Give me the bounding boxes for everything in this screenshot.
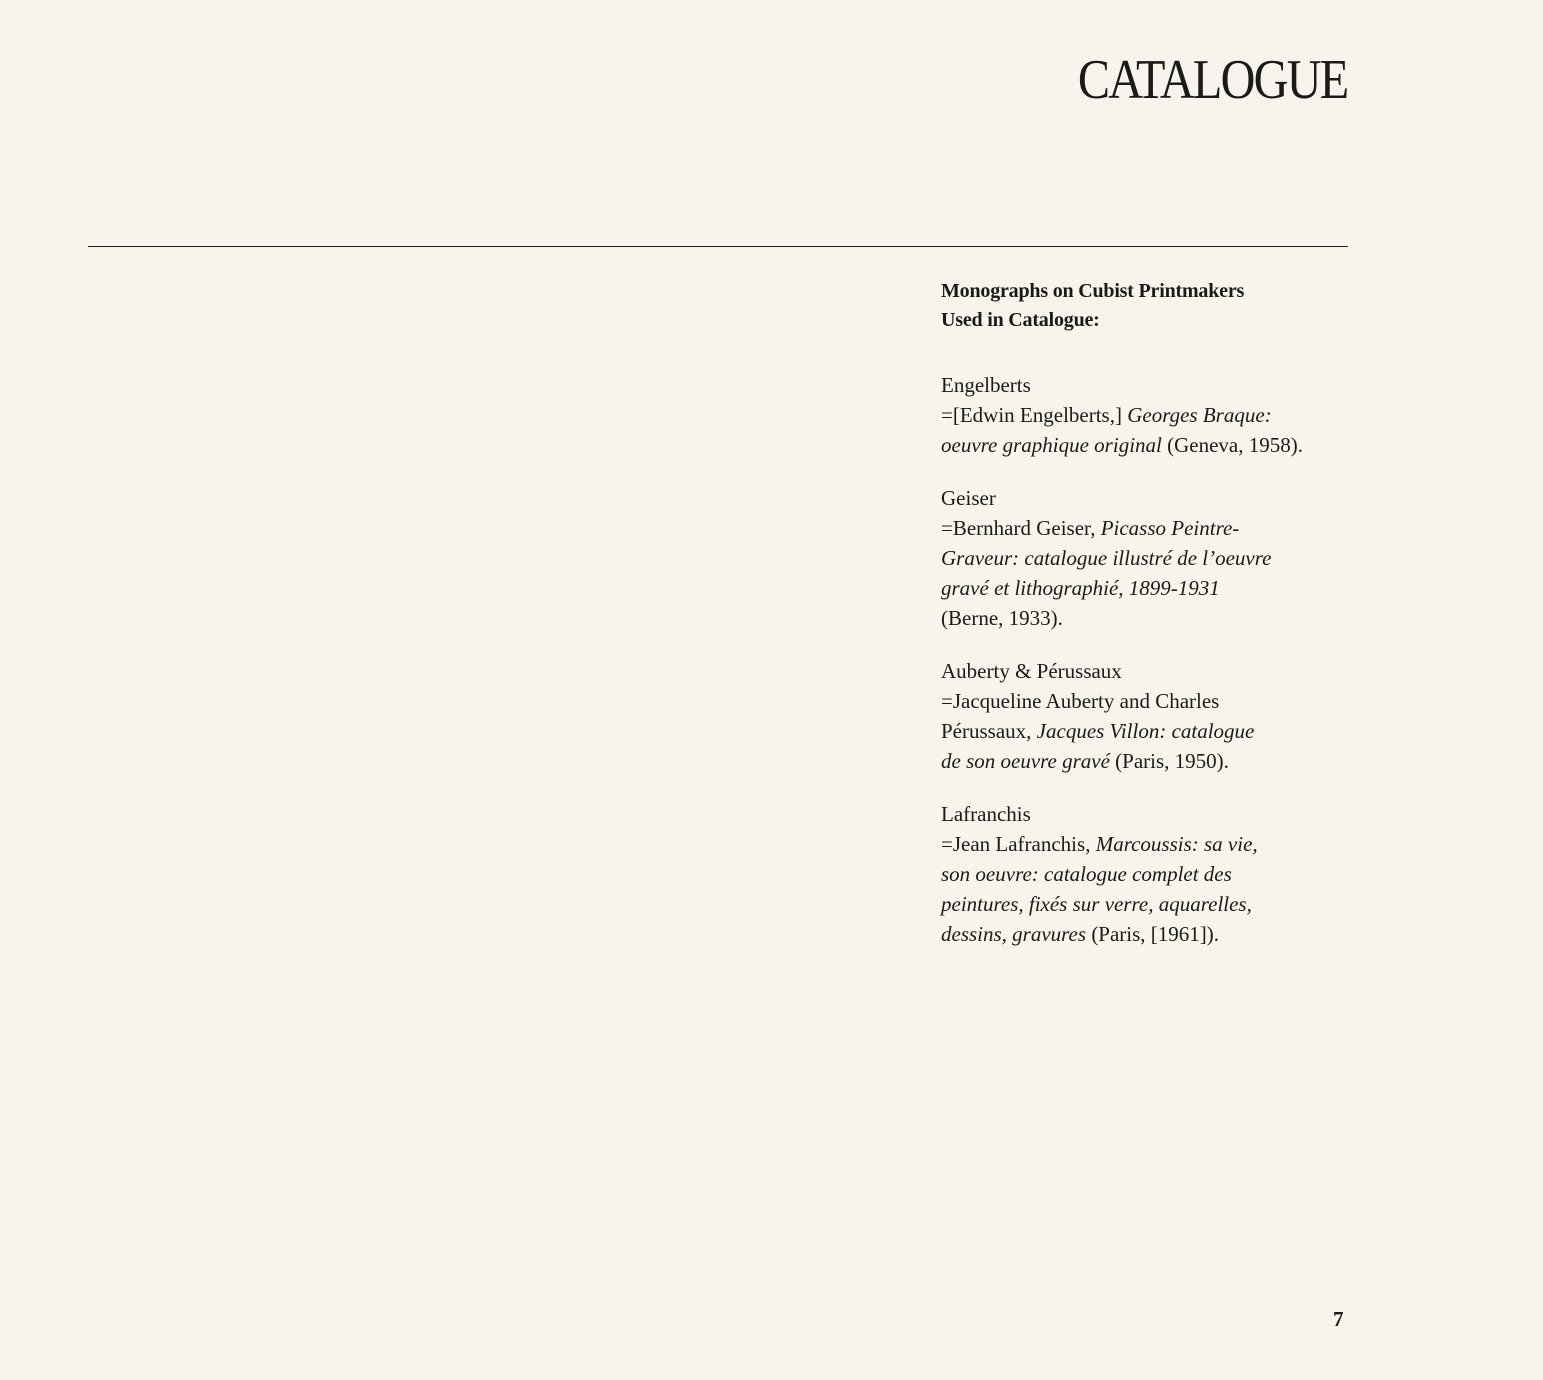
ref-title: dessins, gravures bbox=[941, 922, 1087, 946]
reference-line bbox=[941, 862, 1232, 886]
page-number: 7 bbox=[1333, 1307, 1344, 1331]
reference-line bbox=[941, 403, 1272, 427]
section-heading-line-1: Monographs on Cubist Printmakers bbox=[941, 280, 1245, 302]
ref-text: (Paris, 1950). bbox=[1109, 749, 1229, 773]
ref-text: Pérussaux, bbox=[941, 719, 1037, 743]
ref-text: (Geneva, 1958). bbox=[1161, 433, 1303, 457]
entry-key: Geiser bbox=[941, 486, 996, 510]
monographs-section bbox=[941, 277, 1361, 972]
ref-text: =Bernhard Geiser, bbox=[941, 516, 1101, 540]
ref-title: son oeuvre: catalogue complet des bbox=[941, 862, 1232, 886]
entry-lafranchis bbox=[941, 799, 1361, 949]
ref-title: de son oeuvre gravé bbox=[941, 749, 1110, 773]
reference-line bbox=[941, 516, 1239, 540]
horizontal-rule bbox=[88, 246, 1348, 247]
ref-title: Marcoussis: sa vie, bbox=[1095, 832, 1258, 856]
entry-reference bbox=[941, 513, 1361, 633]
entry-reference bbox=[941, 686, 1361, 776]
ref-text: =Jacqueline Auberty and Charles bbox=[941, 689, 1220, 713]
entry-key: Auberty & Pérussaux bbox=[941, 659, 1122, 683]
ref-text: =[Edwin Engelberts,] bbox=[941, 403, 1128, 427]
page-title: CATALOGUE bbox=[1077, 49, 1347, 111]
entry-reference bbox=[941, 829, 1361, 949]
reference-line bbox=[941, 832, 1258, 856]
ref-title: Picasso Peintre- bbox=[1100, 516, 1240, 540]
reference-line bbox=[941, 719, 1254, 743]
reference-line bbox=[941, 433, 1303, 457]
section-heading bbox=[941, 277, 1361, 335]
section-heading-line-2: Used in Catalogue: bbox=[941, 309, 1100, 331]
ref-text: (Berne, 1933). bbox=[941, 606, 1063, 630]
ref-title: peintures, fixés sur verre, aquarelles, bbox=[941, 892, 1252, 916]
reference-line bbox=[941, 689, 1219, 713]
entry-key: Lafranchis bbox=[941, 802, 1031, 826]
entry-reference bbox=[941, 400, 1361, 460]
reference-line bbox=[941, 922, 1219, 946]
ref-title: gravé et lithographié, 1899-1931 bbox=[941, 576, 1220, 600]
reference-line bbox=[941, 576, 1220, 600]
ref-text: (Paris, [1961]). bbox=[1086, 922, 1220, 946]
ref-text: =Jean Lafranchis, bbox=[941, 832, 1096, 856]
reference-line bbox=[941, 749, 1229, 773]
reference-line bbox=[941, 892, 1252, 916]
reference-line bbox=[941, 606, 1063, 630]
ref-title: oeuvre graphique original bbox=[941, 433, 1162, 457]
ref-title: Graveur: catalogue illustré de l’oeuvre bbox=[941, 546, 1272, 570]
entry-engelberts bbox=[941, 370, 1361, 460]
entry-auberty-perussaux bbox=[941, 656, 1361, 776]
reference-line bbox=[941, 546, 1271, 570]
ref-title: Jacques Villon: catalogue bbox=[1036, 719, 1255, 743]
entry-key: Engelberts bbox=[941, 373, 1031, 397]
entry-geiser bbox=[941, 483, 1361, 633]
ref-title: Georges Braque: bbox=[1127, 403, 1272, 427]
